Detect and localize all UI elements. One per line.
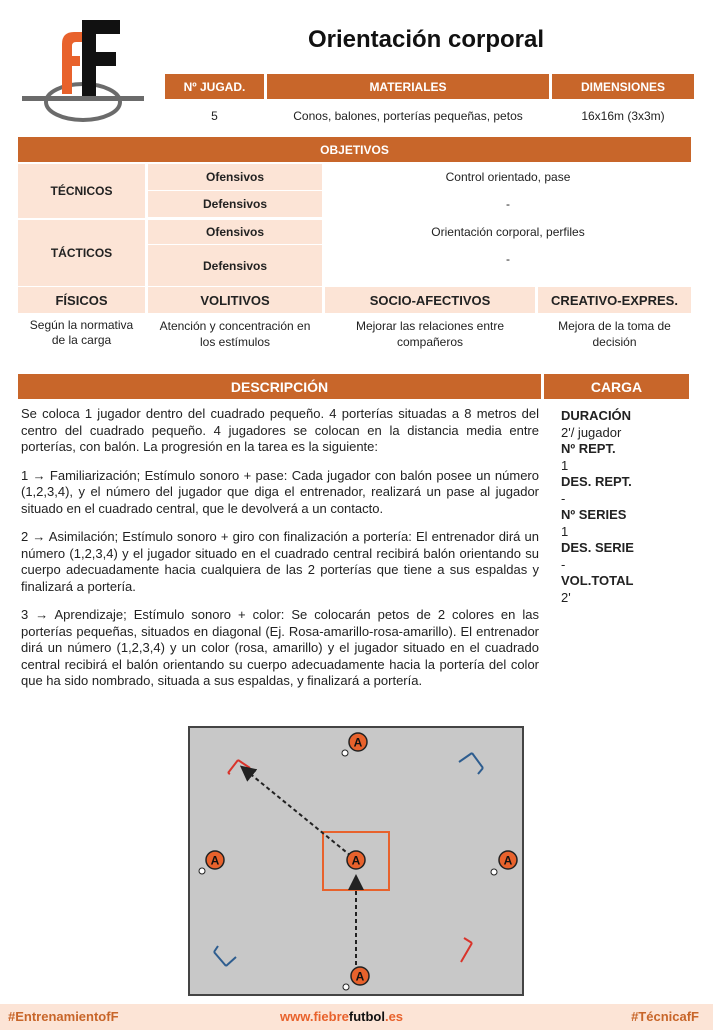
- page-title: Orientación corporal: [307, 26, 545, 53]
- value-dimensiones: 16x16m (3x3m): [581, 108, 665, 123]
- tec-of-value: Control orientado, pase: [445, 170, 571, 184]
- fisicos-value: Según la normativa de la carga: [29, 318, 134, 347]
- duracion-value: 2'/ jugador: [561, 425, 622, 440]
- svg-text:A: A: [355, 969, 365, 984]
- descripcion-p1: Se coloca 1 jugador dentro del cuadrado pequeño. 4 porterías situadas a 8 metros del centro del cuadrado pequeño. 4 jugadores se colocan en la distancia media entre porterías, con balón. La progresión en la tarea es la siguiente:: [21, 406, 539, 454]
- descripcion-p2: 1 → Familiarización; Estímulo sonoro + pase: Cada jugador con balón posee un número (1,2,3,4), y el número del jugador que diga el entrenador, realizará un pase al jugador situado en el cuadrado central, que le devolverá a un contacto.: [21, 467, 539, 516]
- tac-of-value: Orientación corporal, perfiles: [431, 225, 585, 239]
- tacticos-label: TÁCTICOS: [18, 220, 145, 286]
- creativo-label: CREATIVO-EXPRES.: [538, 287, 691, 313]
- series-value: 1: [561, 524, 569, 539]
- descripcion-heading: DESCRIPCIÓN: [18, 374, 541, 399]
- desserie-label: DES. SERIE: [561, 540, 634, 555]
- fisicos-label: FÍSICOS: [18, 287, 145, 313]
- footer-website-part2: futbol: [348, 1009, 385, 1024]
- socio-label: SOCIO-AFECTIVOS: [325, 287, 535, 313]
- desrept-value: -: [561, 491, 566, 506]
- footer: [0, 1004, 713, 1030]
- svg-text:A: A: [351, 853, 361, 868]
- player-center: [347, 851, 365, 869]
- objetivos-heading: OBJETIVOS: [18, 137, 691, 162]
- footer-website-part1: www.fiebre: [280, 1009, 349, 1024]
- volitivos-value: Atención y concentración en los estímulos: [159, 319, 311, 349]
- descripcion-p4: 3 → Aprendizaje; Estímulo sonoro + color: Se colocarán petos de 2 colores en las porterías pequeñas, situados en diagonal (Ej. Rosa-amarillo-rosa-amarillo). El entrenador dirá un número (1,2,3,4) y un color (rosa, amarillo) y el jugador situado en el cuadrado central recibirá el balón orientando su cuerpo adecuadamente hacia la portería del color que ha sido nombrado, situada a sus espaldas, y finalizará a portería.: [21, 607, 539, 688]
- duracion-label: DURACIÓN: [561, 408, 632, 423]
- tacticos-ofensivos: Ofensivos: [148, 220, 322, 244]
- rept-label: Nº REPT.: [561, 441, 616, 456]
- series-label: Nº SERIES: [561, 507, 627, 522]
- creativo-value: Mejora de la toma de decisión: [558, 319, 671, 349]
- tecnicos-ofensivos: Ofensivos: [148, 164, 322, 190]
- svg-text:A: A: [503, 853, 513, 868]
- tec-def-value: -: [506, 197, 510, 211]
- value-materiales: Conos, balones, porterías pequeñas, petos: [293, 108, 523, 123]
- svg-text:A: A: [210, 853, 220, 868]
- value-jugadores: 5: [211, 108, 218, 123]
- footer-hashtag-right: #TécnicafF: [631, 1009, 699, 1024]
- header-jugadores: Nº JUGAD.: [165, 74, 264, 99]
- descripcion-p3: 2 → Asimilación; Estímulo sonoro + giro con finalización a portería: El entrenador dirá un número (1,2,3,4) y el jugador situado en el cuadrado central recibirá balón orientando su cuerpo adecuadamente hacia cualquiera de las 2 porterías que tiene a sus espaldas y finalizará a portería.: [21, 529, 539, 594]
- tac-def-value: -: [506, 252, 510, 266]
- header-dimensiones: DIMENSIONES: [552, 74, 694, 99]
- socio-value: Mejorar las relaciones entre compañeros: [355, 319, 505, 349]
- logo: [22, 14, 144, 126]
- desserie-value: -: [561, 557, 566, 572]
- descripcion-body: [21, 406, 539, 702]
- volitivos-label: VOLITIVOS: [148, 287, 322, 313]
- vol-label: VOL.TOTAL: [561, 573, 634, 588]
- footer-hashtag-left: #EntrenamientofF: [8, 1009, 119, 1024]
- desrept-label: DES. REPT.: [561, 474, 632, 489]
- tecnicos-defensivos: Defensivos: [148, 191, 322, 217]
- carga-list: [561, 408, 686, 606]
- footer-website: [280, 1009, 403, 1024]
- carga-heading: CARGA: [544, 374, 689, 399]
- svg-text:A: A: [353, 735, 363, 750]
- header-materiales: MATERIALES: [267, 74, 549, 99]
- footer-website-part3: .es: [384, 1009, 404, 1024]
- field-diagram: [188, 726, 524, 996]
- vol-value: 2': [561, 590, 571, 605]
- tecnicos-label: TÉCNICOS: [18, 164, 145, 218]
- rept-value: 1: [561, 458, 569, 473]
- tacticos-defensivos: Defensivos: [148, 245, 322, 286]
